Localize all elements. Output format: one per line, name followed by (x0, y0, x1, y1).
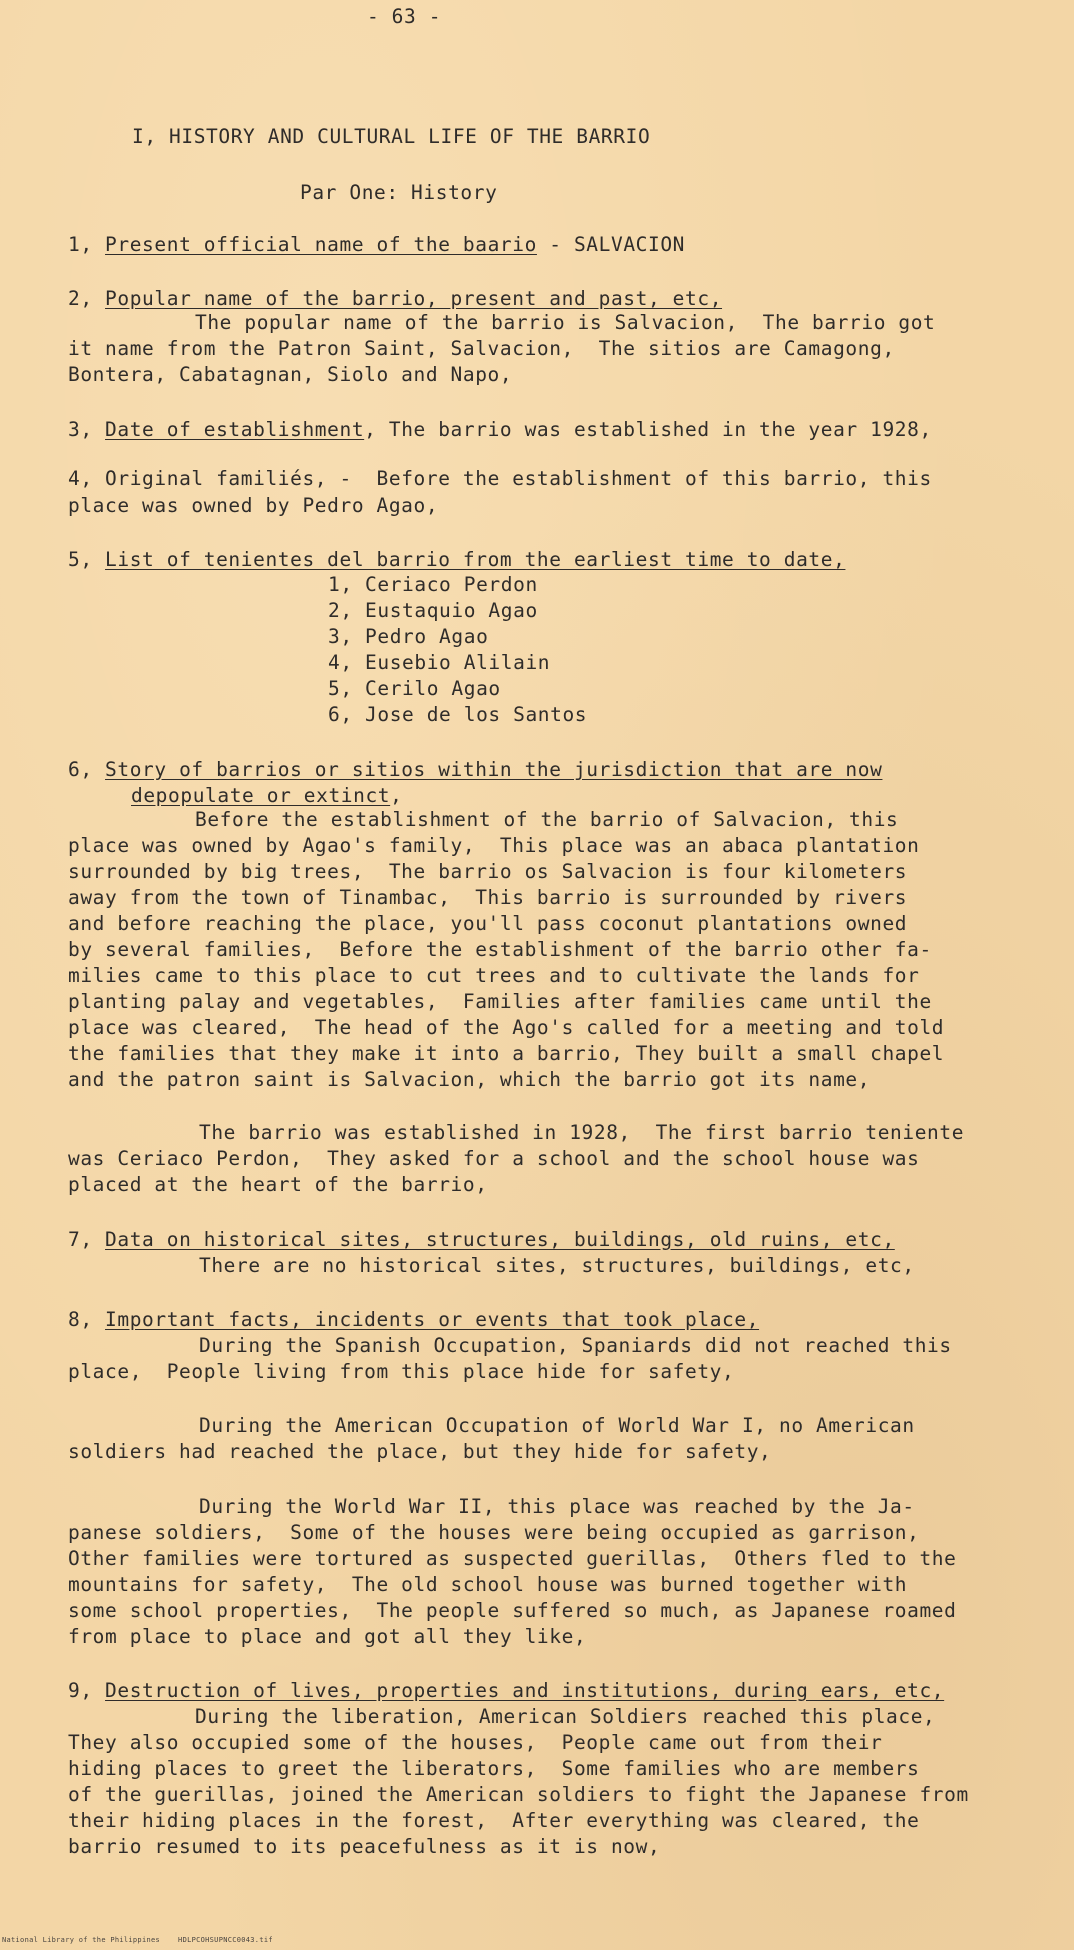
paragraph-line: They also occupied some of the houses, People came out from their (68, 1731, 883, 1754)
item-number: 4, (68, 467, 93, 490)
item-6-heading-continued (131, 783, 402, 809)
item-number: 7, (68, 1228, 93, 1251)
list-item: 3, Pedro Agao (328, 625, 489, 648)
item-9-heading (68, 1678, 944, 1704)
item-7-heading (68, 1227, 895, 1253)
item-heading: Original familiés, - Before the establishment of this barrio, this (105, 467, 932, 490)
paragraph-line: their hiding places in the forest, After everything was cleared, the (68, 1809, 920, 1832)
list-item: 6, Jose de los Santos (328, 703, 588, 726)
item-6-heading (68, 757, 882, 783)
paragraph-line: During the Spanish Occupation, Spaniards did not reached this (199, 1334, 952, 1357)
paragraph-line: mountains for safety, The old school house was burned together with (68, 1573, 908, 1596)
paragraph-line: placed at the heart of the barrio, (68, 1173, 488, 1196)
section-subtitle: Par One: History (300, 181, 498, 204)
list-item: 1, Ceriaco Perdon (328, 573, 538, 596)
section-title: I, HISTORY AND CULTURAL LIFE OF THE BARRIO (132, 125, 651, 148)
item-heading: Present official name of the baario (105, 233, 537, 256)
paragraph-line: the families that they make it into a barrio, They built a small chapel (68, 1042, 945, 1065)
paragraph-line: planting palay and vegetables, Families after families came until the (68, 990, 932, 1013)
item-3 (68, 417, 932, 443)
item-number: 3, (68, 418, 93, 441)
paragraph-line: away from the town of Tinambac, This barrio is surrounded by rivers (68, 886, 908, 909)
archive-footer: National Library of the Philippines HDLPCOHSUPNCC0043.tif (2, 1936, 273, 1944)
item-heading: Date of establishment (105, 418, 365, 441)
paragraph-line: some school properties, The people suffered so much, as Japanese roamed (68, 1599, 957, 1622)
item-number: 5, (68, 548, 93, 571)
item-heading: Important facts, incidents or events that took place, (105, 1308, 760, 1331)
item-heading: Story of barrios or sitios within the jurisdiction that are now (105, 758, 883, 781)
paragraph-line: Other families were tortured as suspected guerillas, Others fled to the (68, 1547, 957, 1570)
paragraph-line: panese soldiers, Some of the houses were being occupied as garrison, (68, 1521, 920, 1544)
paragraph-line: The popular name of the barrio is Salvacion, The barrio got (195, 311, 936, 334)
paragraph-line: The barrio was established in 1928, The first barrio teniente (199, 1121, 965, 1144)
item-number: 8, (68, 1308, 93, 1331)
item-2-heading (68, 286, 722, 312)
paragraph-line: surrounded by big trees, The barrio os Salvacion is four kilometers (68, 860, 908, 883)
item-heading: Popular name of the barrio, present and past, etc, (105, 287, 723, 310)
paragraph-line: Bontera, Cabatagnan, Siolo and Napo, (68, 363, 513, 386)
paragraph-line: hiding places to greet the liberators, Some families who are members (68, 1757, 920, 1780)
paragraph-line: it name from the Patron Saint, Salvacion, The sitios are Camagong, (68, 337, 895, 360)
item-1 (68, 232, 685, 258)
item-heading-tail: , The barrio was established in the year 1928, (364, 418, 932, 441)
paragraph-line: place, People living from this place hide for safety, (68, 1360, 735, 1383)
item-number: 9, (68, 1679, 93, 1702)
paragraph-line: place was owned by Pedro Agao, (68, 494, 439, 517)
item-heading-tail: - SALVACION (536, 233, 686, 256)
item-heading: List of tenientes del barrio from the earliest time to date, (105, 548, 846, 571)
paragraph-line: Before the establishment of the barrio of Salvacion, this (195, 808, 899, 831)
paragraph-line: place was owned by Agao's family, This place was an abaca plantation (68, 834, 920, 857)
paragraph-line: and the patron saint is Salvacion, which the barrio got its name, (68, 1068, 871, 1091)
paragraph-line: soldiers had reached the place, but they hide for safety, (68, 1440, 772, 1463)
paragraph-line: by several families, Before the establishment of the barrio other fa- (68, 938, 932, 961)
page-number: - 63 - (367, 5, 442, 28)
item-number: 2, (68, 287, 93, 310)
item-4 (68, 466, 932, 492)
paragraph-line: During the American Occupation of World War I, no American (199, 1414, 915, 1437)
paragraph-line: milies came to this place to cut trees and to cultivate the lands for (68, 964, 920, 987)
item-heading: Data on historical sites, structures, buildings, old ruins, etc, (105, 1228, 895, 1251)
paragraph-line: There are no historical sites, structures, buildings, etc, (199, 1254, 915, 1277)
item-5-heading (68, 547, 845, 573)
item-number: 6, (68, 758, 93, 781)
paragraph-line: place was cleared, The head of the Ago's called for a meeting and told (68, 1016, 945, 1039)
item-number: 1, (68, 233, 93, 256)
paragraph-line: During the World War II, this place was reached by the Ja- (199, 1495, 915, 1518)
paragraph-line: During the liberation, American Soldiers reached this place, (195, 1705, 936, 1728)
list-item: 4, Eusebio Alilain (328, 651, 551, 674)
paragraph-line: was Ceriaco Perdon, They asked for a school and the school house was (68, 1147, 920, 1170)
paragraph-line: and before reaching the place, you'll pass coconut plantations owned (68, 912, 908, 935)
list-item: 5, Cerilo Agao (328, 677, 501, 700)
item-heading-tail: , (390, 784, 403, 807)
list-item: 2, Eustaquio Agao (328, 599, 538, 622)
item-heading: depopulate or extinct (131, 784, 391, 807)
item-8-heading (68, 1307, 759, 1333)
paragraph-line: from place to place and got all they like, (68, 1625, 587, 1648)
paragraph-line: barrio resumed to its peacefulness as it is now, (68, 1835, 661, 1858)
paragraph-line: of the guerillas, joined the American soldiers to fight the Japanese from (68, 1783, 969, 1806)
item-heading: Destruction of lives, properties and institutions, during ears, etc, (105, 1679, 945, 1702)
